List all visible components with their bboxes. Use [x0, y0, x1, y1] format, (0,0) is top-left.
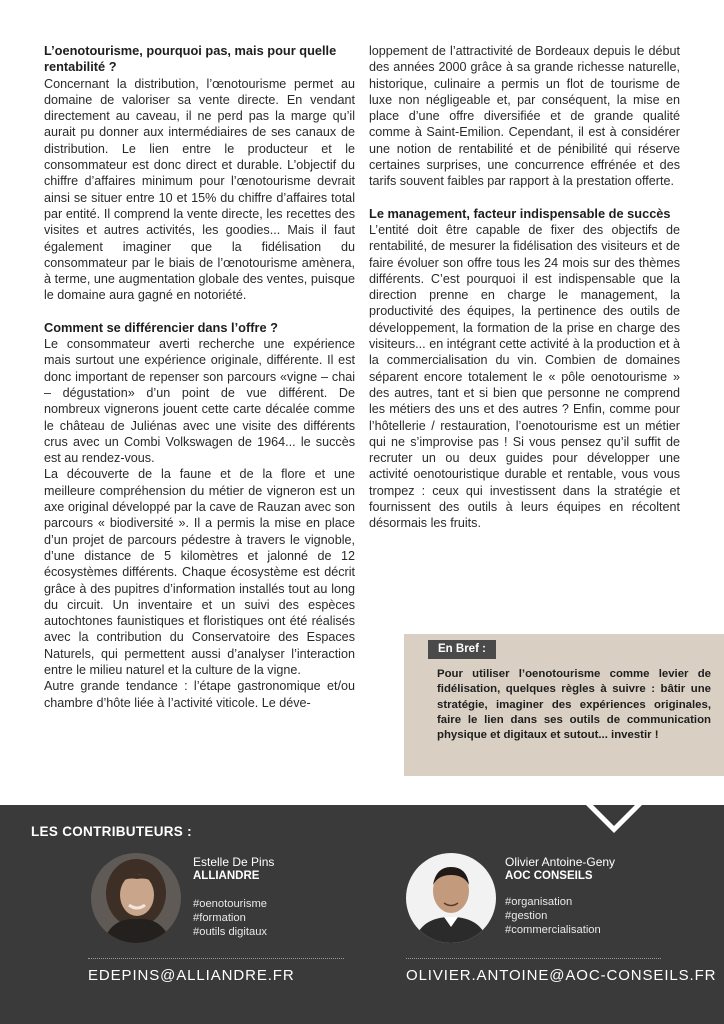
section-title-differencier: Comment se différencier dans l’offre ?: [44, 319, 278, 335]
tag: #outils digitaux: [193, 926, 268, 939]
email-link[interactable]: OLIVIER.ANTOINE@AOC-CONSEILS.FR: [406, 967, 717, 984]
notch-chevron-inner: [593, 805, 635, 826]
contributors-footer: [0, 805, 724, 1024]
contributor-org: AOC CONSEILS: [505, 870, 593, 882]
tag: #oenotourisme: [193, 898, 268, 910]
paragraph-rentabilite: Concernant la distribution, l’œnotourisme permet au domaine de valoriser sa vente directe. En vendant directement au caveau, il ne perd pas la marge qu’il aurait pu donner aux intermédiaires de ses canaux de distribution. Le lien entre le producteur et le consommateur est donc direct et durable. L’objectif du chiffre d’affaires minimum pour l’œnotourisme devrait ainsi se situer entre 10 et 15% du chiffre d’affaires total par entité. Il comprend la vente directe, les recettes des visites et autres activités, les goodies... Mais il faut également imaginer que la fidélisation du consommateur par le biais de l’œnotourisme amènera, à terme, une augmentation globale des ventes, puisque le domaine aura gagné en notoriété.: [44, 76, 355, 303]
paragraph-biodiversite: La découverte de la faune et de la flore et une meilleure compréhension du métier de vigneron est un axe original développé par la cave de Rauzan avec son parcours « biodiversité ». Il a permis la mise en place d’un projet de parcours pédestre à travers le vignoble, d’une distance de 5 kilomètres et jalonné de 12 écosystèmes différents. Chaque écosystème est décrit grâce à des pupitres d’information installés tout au long du circuit. Un inventaire et un suivi des espèces autochtones faunistiques et floristiques ont été réalisés avec la contribution du Conservatoire des Espaces Naturels, qui permettent aussi d’analyser l’interaction entre le milieu naturel et la culture de la vigne.: [44, 467, 355, 677]
contributor-name: Olivier Antoine-Geny: [505, 855, 616, 869]
avatar-olivier-antoine-geny: [406, 853, 496, 943]
en-bref-label: En Bref :: [428, 640, 496, 659]
divider: [406, 958, 661, 959]
left-column: [44, 43, 355, 711]
tag: #formation: [193, 912, 246, 925]
paragraph-consommateur: Le consommateur averti recherche une expérience mais surtout une expérience originale, différente. Il est donc important de repenser son parcours «vigne – chai – dégustation» d’un point de vue différent. De nombreux vignerons jouent cette carte décalée comme le château de Juliénas avec une visite des différents crus avec un Combi Volkswagen de 1964... le succès est au rendez-vous.: [44, 337, 355, 466]
paragraph-management: L’entité doit être capable de fixer des objectifs de rentabilité, de mesurer la fidélisation des visiteurs et de faire évoluer son offre tous les 24 mois sur des thèmes différents. C’est pourquoi il est indispensable que la direction prenne en charge le management, la productivité des équipes, la pertinence des outils de développement, la formation de la prise en charge des visiteurs... en intégrant cette activité à la production et à la commercialisation du vin. Combien de domaines séparent encore totalement le « pôle oenotourisme » des autres, tant et si bien que personne ne comprend les métiers des uns et des autres ? Enfin, comme pour l’hôtellerie / restauration, l’oenotourisme est un métier qui ne s’improvise pas ! Si vous pensez qu’il suffit de recruter un ou deux guides pour développer une activité oenotouristique durable et rentable, vous vous trompez : ceux qui investissent dans la stratégie et fournissent des outils à leurs équipes en récoltent désormais les fruits.: [369, 222, 680, 531]
tag: #organisation: [505, 896, 573, 908]
tag: #commercialisation: [505, 924, 601, 937]
paragraph-bordeaux: loppement de l’attractivité de Bordeaux depuis le début des années 2000 grâce à sa grande richesse naturelle, historique, culinaire a permis un flot de tourisme de luxe non négligeable et, par conséquent, la mise en place d’une offre diversifiée et de grande qualité comme à Saint-Emilion. Cependant, il est à considérer une notion de rentabilité et de pénibilité qui réserve certaines surprises, une concurrence effrénée et des tarifs souvent faibles par rapport à la prestation offerte.: [369, 44, 680, 189]
en-bref-text: Pour utiliser l’oenotourisme comme levier de fidélisation, quelques règles à suivre : bâtir une stratégie, imaginer des expériences originales, faire le lien dans ses outils de communication physique et digitaux et sutout... investir !: [437, 668, 711, 742]
section-title-management: Le management, facteur indispensable de succès: [369, 205, 671, 221]
section-title-rentabilite: L’oenotourisme, pourquoi pas, mais pour quelle rentabilité ?: [44, 43, 337, 75]
divider: [88, 958, 344, 959]
en-bref-box: [404, 634, 724, 776]
contributors-title: LES CONTRIBUTEURS :: [31, 824, 192, 839]
contributor-name: Estelle De Pins: [193, 855, 275, 869]
paragraph-gastronomie: Autre grande tendance : l’étape gastronomique et/ou chambre d’hôte liée à l’activité viticole. Le déve-: [44, 679, 355, 710]
contributor-tags: [505, 895, 601, 938]
contributor-tags: [193, 897, 267, 940]
email-link[interactable]: EDEPINS@ALLIANDRE.FR: [88, 967, 295, 984]
avatar-estelle-de-pins: [91, 853, 181, 943]
contributor-org: ALLIANDRE: [193, 870, 260, 882]
right-column: [369, 43, 680, 532]
tag: #gestion: [505, 910, 548, 923]
